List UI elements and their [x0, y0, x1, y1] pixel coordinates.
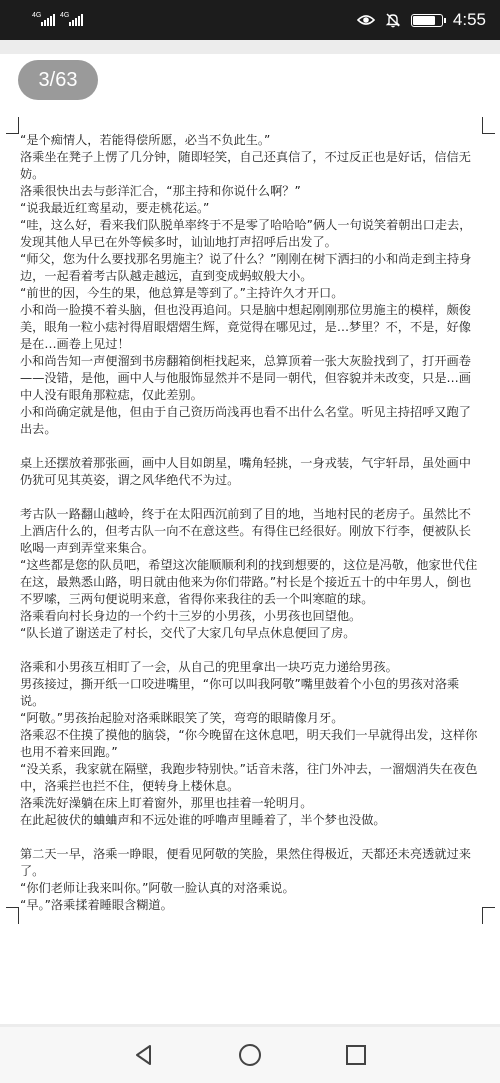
crop-mark-bottom-right	[482, 907, 495, 924]
paragraph: 小和尚一脸摸不着头脑，但也没再追问。只是脑中想起刚刚那位男施主的模样，颇俊美，眼角一粒小痣衬得眉眼熠熠生辉，竟觉得在哪见过，是…梦里？不，不是，好像是在…画卷上见过！	[20, 303, 471, 351]
paragraph: “没关系，我家就在隔壁，我跑步特别快。”话音未落，往门外冲去，一溜烟消失在夜色中，洛乘拦也拦不住，便转身上楼休息。	[20, 762, 478, 793]
status-bar	[0, 0, 500, 40]
navigation-bar	[0, 1027, 500, 1083]
battery-icon	[411, 14, 443, 27]
paragraph: 洛乘和小男孩互相盯了一会，从自己的兜里拿出一块巧克力递给男孩。	[20, 660, 398, 674]
paragraph: 男孩接过，撕开纸一口咬进嘴里，“你可以叫我阿敬”嘴里鼓着个小包的男孩对洛乘说。	[20, 677, 460, 708]
paragraph: 洛乘洗好澡躺在床上盯着窗外，那里也挂着一轮明月。	[20, 796, 313, 810]
document-body	[20, 132, 480, 914]
crop-mark-top-left	[6, 117, 19, 134]
paragraph: 桌上还摆放着那张画，画中人目如朗星，嘴角轻挑，一身戎装，气宇轩昂，虽处画中仍犹可见其英姿，谓之风华绝代不为过。	[20, 456, 471, 487]
paragraph: 洛乘很快出去与彭洋汇合，“那主持和你说什么啊？”	[20, 184, 301, 198]
paragraph: 小和尚确定就是他，但由于自己资历尚浅再也看不出什么名堂。听见主持招呼又跑了出去。	[20, 405, 471, 436]
paragraph: “师父，您为什么要找那名男施主？说了什么？”刚刚在树下洒扫的小和尚走到主持身边，一起看着考古队越走越远，直到变成蚂蚁般大小。	[20, 252, 472, 283]
eye-icon	[357, 13, 375, 27]
paragraph: “哇，这么好，看来我们队脱单率终于不是零了哈哈哈”俩人一句说笑着朝出口走去，发现其他人早已在外等候多时，讪讪地打声招呼后出发了。	[20, 218, 472, 249]
crop-mark-bottom-left	[6, 907, 19, 924]
status-icons	[357, 0, 486, 40]
crop-mark-top-right	[482, 117, 495, 134]
paragraph: 洛乘忍不住摸了摸他的脑袋，“你今晚留在这休息吧，明天我们一早就得出发，这样你也用不着来回跑。”	[20, 728, 478, 759]
paragraph: “前世的因，今生的果，他总算是等到了。”主持许久才开口。	[20, 286, 344, 300]
paragraph: “早。”洛乘揉着睡眼含糊道。	[20, 898, 173, 912]
home-icon[interactable]	[236, 1041, 264, 1069]
bell-off-icon	[385, 12, 401, 28]
paragraph: 洛乘坐在凳子上愣了几分钟，随即轻笑，自己还真信了，不过反正也是好话，信信无妨。	[20, 150, 471, 181]
sim2-network-label: 4G	[60, 12, 70, 19]
paragraph: 第二天一早，洛乘一睁眼，便看见阿敬的笑脸，果然住得极近，天都还未亮透就过来了。	[20, 847, 471, 878]
sim1-network-label: 4G	[32, 12, 42, 19]
paragraph: “队长道了谢送走了村长，交代了大家几句早点休息便回了房。	[20, 626, 356, 640]
paragraph: “阿敬。”男孩抬起脸对洛乘眯眼笑了笑，弯弯的眼睛像月牙。	[20, 711, 344, 725]
paragraph: 洛乘看向村长身边的一个约十三岁的小男孩，小男孩也回望他。	[20, 609, 362, 623]
page-indicator: 3/63	[18, 60, 98, 100]
paragraph: 考古队一路翻山越岭，终于在太阳西沉前到了目的地，当地村民的老房子。虽然比不上酒店什么的，但考古队一向不在意这些。有得住已经很好。刚放下行李，便被队长吆喝一声到弄堂来集合。	[20, 507, 471, 555]
recents-icon[interactable]	[342, 1041, 370, 1069]
back-icon[interactable]	[130, 1041, 158, 1069]
clock-time: 4:55	[452, 10, 486, 29]
paragraph: 小和尚告知一声便溜到书房翻箱倒柜找起来，总算顶着一张大灰脸找到了，打开画卷——没错，是他，画中人与他服饰显然并不是同一朝代，但容貌并未改变，只是…画中人没有眼角那粒痣，仅此差别。	[20, 354, 471, 402]
paragraph: “是个痴情人，若能得偿所愿，必当不负此生。”	[20, 133, 271, 147]
paragraph: “这些都是您的队员吧，希望这次能顺顺利利的找到想要的，这位是冯敬，他家世代住在这，最熟悉山路，明日就由他来为你们带路。”村长是个接近五十的中年男人，倒也不罗嗦，三两句便说明来意，省得你来我往的丢一个叫寒暄的球。	[20, 558, 478, 606]
paragraph: “说我最近红鸾星动，要走桃花运。”	[20, 201, 210, 215]
paragraph: “你们老师让我来叫你。”阿敬一脸认真的对洛乘说。	[20, 881, 295, 895]
paragraph: 在此起彼伏的蛐蛐声和不远处谁的呼噜声里睡着了，半个梦也没做。	[20, 813, 386, 827]
